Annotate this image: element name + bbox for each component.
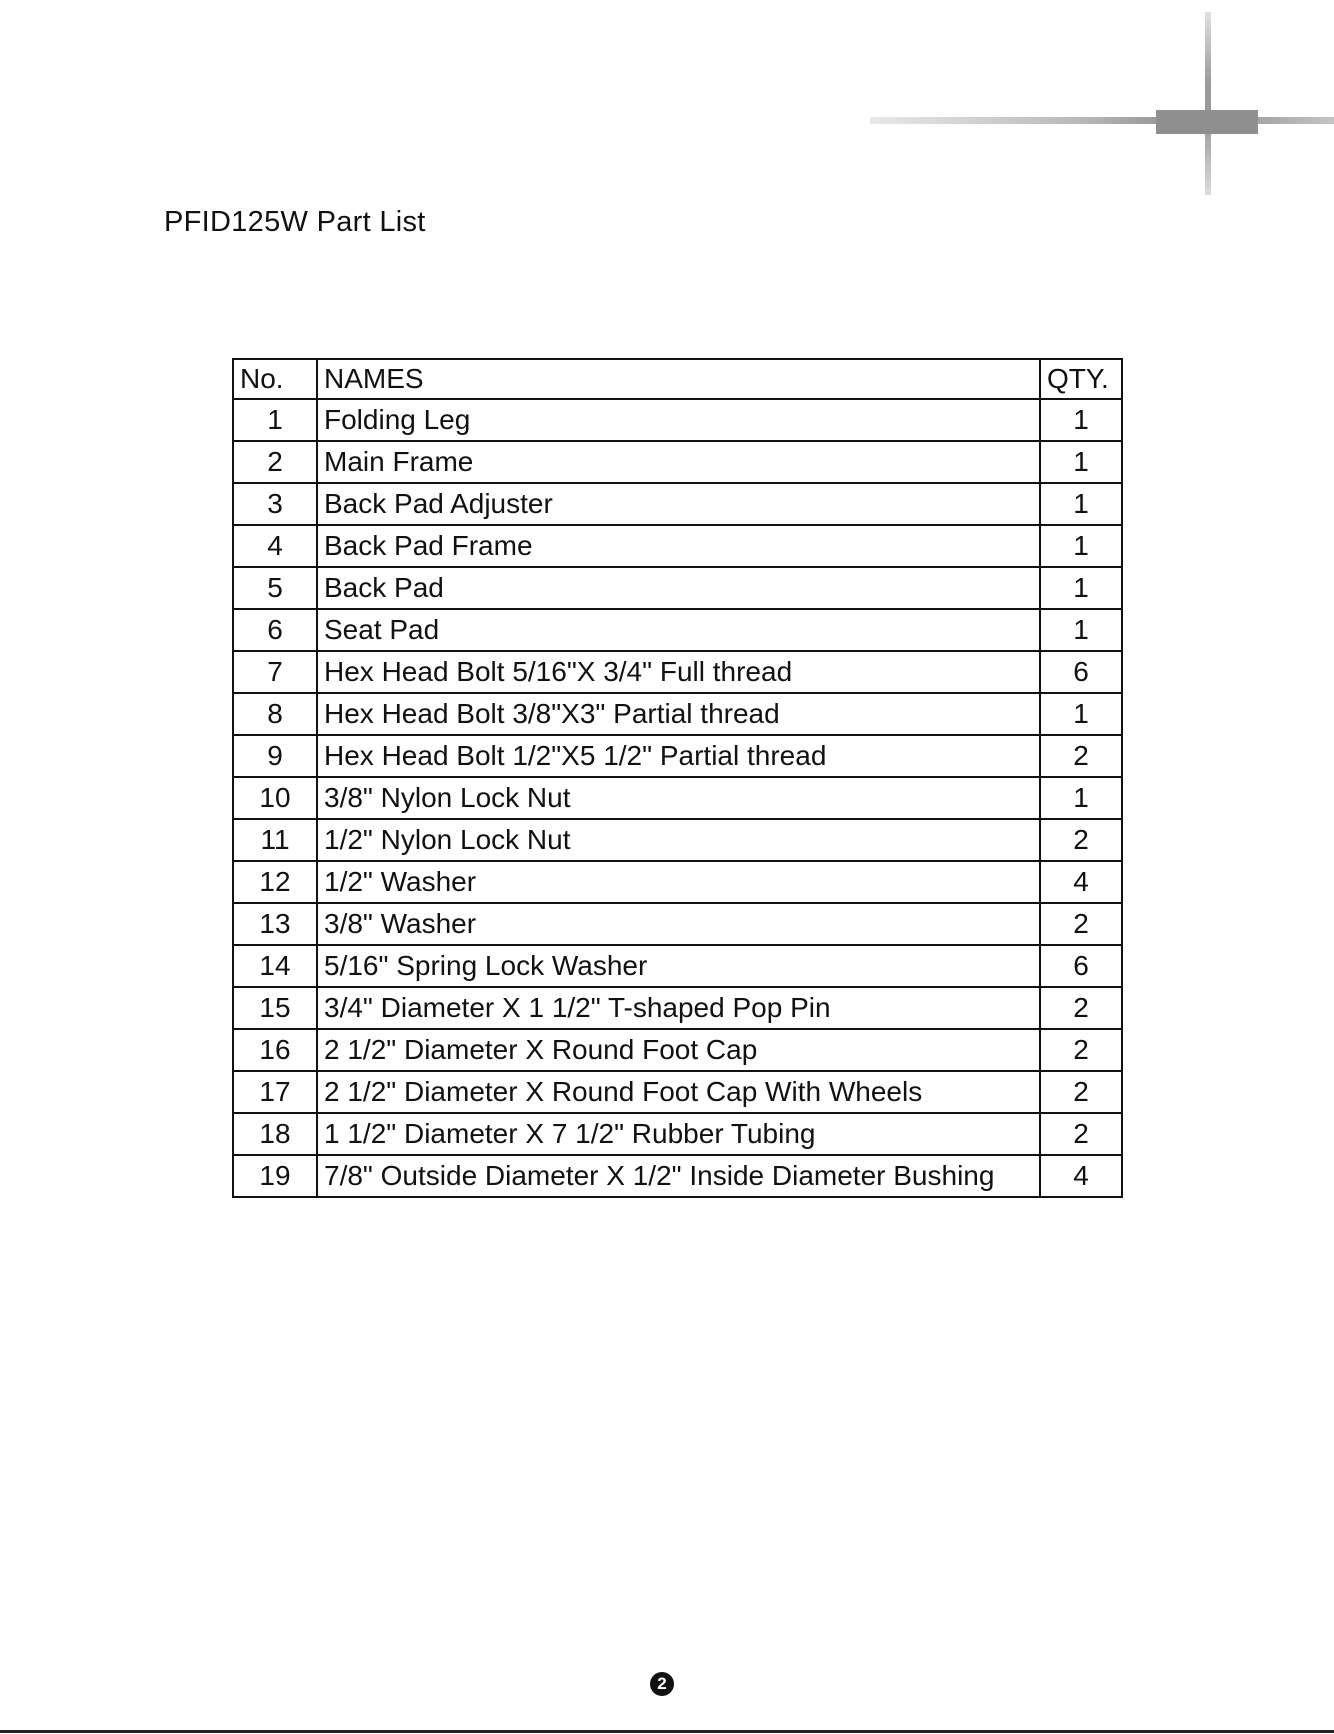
table-row [233, 1029, 1122, 1071]
parts-table-body [233, 399, 1122, 1197]
cell-no: 16 [233, 1029, 317, 1071]
cell-qty: 6 [1040, 651, 1122, 693]
cell-qty: 1 [1040, 525, 1122, 567]
cell-qty: 1 [1040, 567, 1122, 609]
cell-qty: 2 [1040, 1113, 1122, 1155]
cell-name: 3/4" Diameter X 1 1/2" T-shaped Pop Pin [317, 987, 1040, 1029]
cell-no: 14 [233, 945, 317, 987]
cell-no: 13 [233, 903, 317, 945]
cell-no: 2 [233, 441, 317, 483]
table-row [233, 399, 1122, 441]
cell-no: 19 [233, 1155, 317, 1197]
cell-no: 7 [233, 651, 317, 693]
cell-name: Main Frame [317, 441, 1040, 483]
cell-no: 6 [233, 609, 317, 651]
cell-no: 3 [233, 483, 317, 525]
cell-name: 2 1/2" Diameter X Round Foot Cap With Wheels [317, 1071, 1040, 1113]
header-qty: QTY. [1040, 359, 1122, 399]
crosshair-mark-center [1156, 110, 1258, 134]
cell-name: 1/2" Nylon Lock Nut [317, 819, 1040, 861]
crosshair-mark-horizontal [870, 117, 1334, 124]
cell-qty: 2 [1040, 903, 1122, 945]
cell-name: Back Pad Adjuster [317, 483, 1040, 525]
table-row [233, 945, 1122, 987]
crosshair-mark-vertical [1205, 12, 1211, 195]
cell-no: 5 [233, 567, 317, 609]
table-row [233, 987, 1122, 1029]
cell-name: 1 1/2" Diameter X 7 1/2" Rubber Tubing [317, 1113, 1040, 1155]
cell-no: 18 [233, 1113, 317, 1155]
table-row [233, 609, 1122, 651]
parts-table [232, 358, 1123, 1198]
cell-name: 1/2" Washer [317, 861, 1040, 903]
cell-name: 2 1/2" Diameter X Round Foot Cap [317, 1029, 1040, 1071]
table-row [233, 483, 1122, 525]
table-row [233, 693, 1122, 735]
cell-qty: 2 [1040, 987, 1122, 1029]
cell-qty: 1 [1040, 693, 1122, 735]
cell-name: Hex Head Bolt 5/16"X 3/4" Full thread [317, 651, 1040, 693]
table-row [233, 651, 1122, 693]
table-row [233, 1155, 1122, 1197]
cell-qty: 1 [1040, 777, 1122, 819]
cell-name: 7/8" Outside Diameter X 1/2" Inside Diameter Bushing [317, 1155, 1040, 1197]
cell-name: Back Pad Frame [317, 525, 1040, 567]
table-row [233, 735, 1122, 777]
cell-no: 4 [233, 525, 317, 567]
cell-qty: 4 [1040, 861, 1122, 903]
table-row [233, 441, 1122, 483]
cell-qty: 1 [1040, 483, 1122, 525]
bottom-rule [0, 1730, 1334, 1733]
table-row [233, 819, 1122, 861]
cell-no: 9 [233, 735, 317, 777]
table-row [233, 861, 1122, 903]
cell-qty: 6 [1040, 945, 1122, 987]
cell-qty: 2 [1040, 1029, 1122, 1071]
cell-name: Back Pad [317, 567, 1040, 609]
table-row [233, 1071, 1122, 1113]
table-row [233, 525, 1122, 567]
cell-name: Folding Leg [317, 399, 1040, 441]
cell-no: 10 [233, 777, 317, 819]
cell-name: 5/16" Spring Lock Washer [317, 945, 1040, 987]
page-number: 2 [650, 1672, 674, 1696]
cell-name: 3/8" Washer [317, 903, 1040, 945]
header-no: No. [233, 359, 317, 399]
cell-qty: 2 [1040, 819, 1122, 861]
cell-qty: 1 [1040, 441, 1122, 483]
cell-no: 1 [233, 399, 317, 441]
header-names: NAMES [317, 359, 1040, 399]
table-row [233, 567, 1122, 609]
table-row [233, 1113, 1122, 1155]
cell-name: 3/8" Nylon Lock Nut [317, 777, 1040, 819]
cell-no: 17 [233, 1071, 317, 1113]
table-header-row [233, 359, 1122, 399]
table-row [233, 777, 1122, 819]
cell-qty: 1 [1040, 609, 1122, 651]
table-row [233, 903, 1122, 945]
cell-name: Hex Head Bolt 1/2"X5 1/2" Partial thread [317, 735, 1040, 777]
cell-qty: 2 [1040, 1071, 1122, 1113]
cell-name: Seat Pad [317, 609, 1040, 651]
cell-no: 11 [233, 819, 317, 861]
page-title: PFID125W Part List [164, 206, 426, 238]
cell-no: 15 [233, 987, 317, 1029]
cell-no: 12 [233, 861, 317, 903]
cell-no: 8 [233, 693, 317, 735]
cell-qty: 1 [1040, 399, 1122, 441]
cell-qty: 2 [1040, 735, 1122, 777]
cell-name: Hex Head Bolt 3/8"X3" Partial thread [317, 693, 1040, 735]
cell-qty: 4 [1040, 1155, 1122, 1197]
